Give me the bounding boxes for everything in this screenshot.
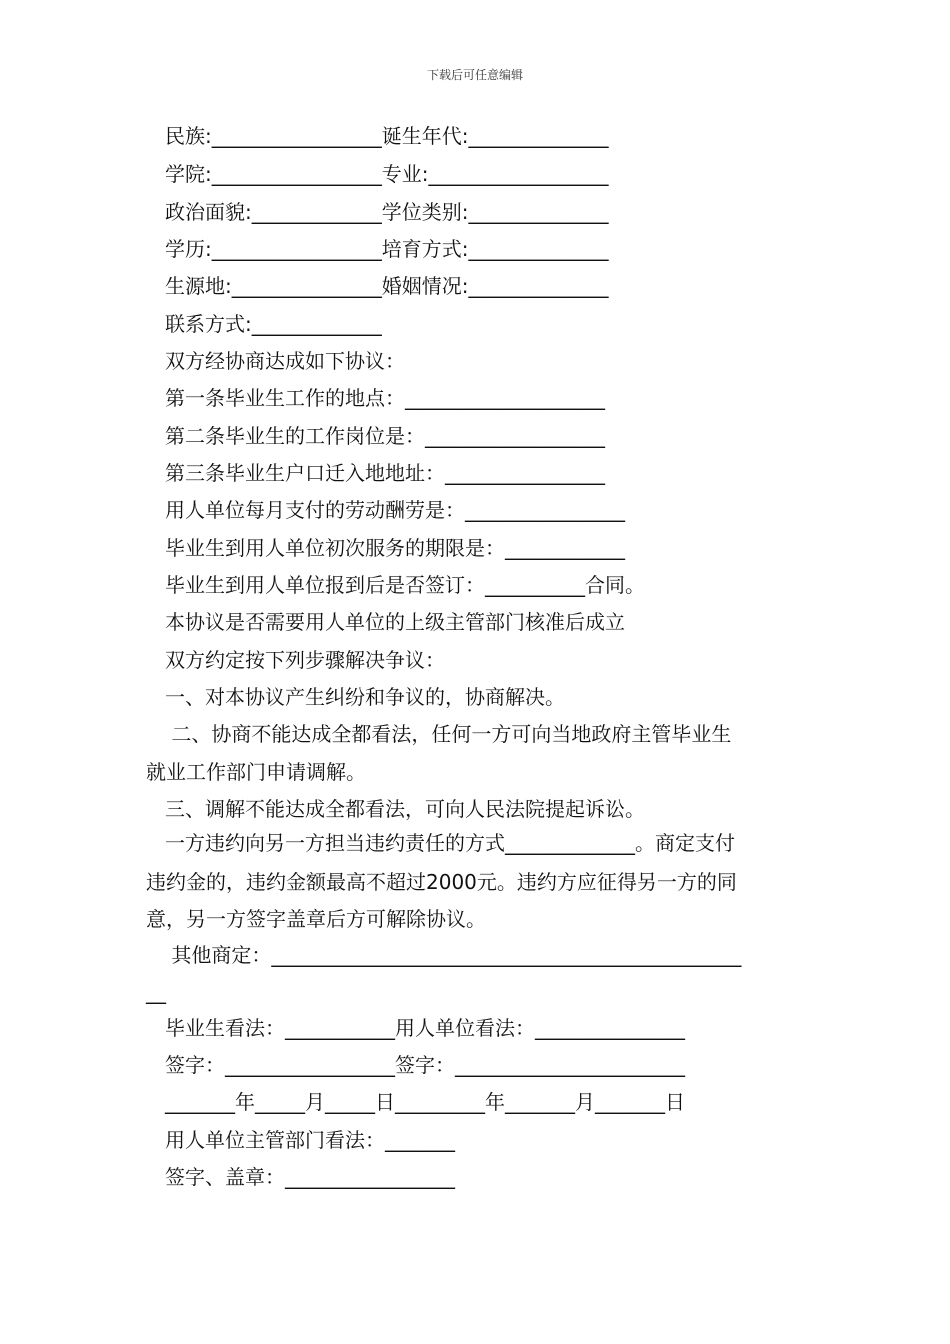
contract-question: 毕业生到用人单位报到后是否签订：__________合同。	[165, 573, 645, 597]
other-terms: 其他商定：_______________________________________________	[165, 943, 742, 967]
field-political-degree: 政治面貌:_____________学位类别:______________	[165, 200, 609, 224]
breach-clause: 一方违约向另一方担当违约责任的方式_____________。商定支付	[165, 831, 735, 855]
field-ethnicity-birth: 民族:_________________诞生年代:______________	[165, 124, 609, 148]
dispute-intro: 双方约定按下列步骤解决争议：	[165, 648, 445, 672]
approval-question: 本协议是否需要用人单位的上级主管部门核准后成立	[165, 610, 625, 634]
dispute-step-3: 三、调解不能达成全都看法，可向人民法院提起诉讼。	[165, 797, 645, 821]
article-2: 第二条毕业生的工作岗位是：__________________	[165, 424, 605, 448]
signature-seal: 签字、盖章：_________________	[165, 1165, 455, 1189]
dates-row: _______年_____月_____日_________年_______月_______日	[165, 1090, 685, 1114]
field-contact: 联系方式:_____________	[165, 312, 382, 336]
opinions-row: 毕业生看法：___________用人单位看法：_______________	[165, 1016, 685, 1040]
article-1: 第一条毕业生工作的地点：____________________	[165, 386, 605, 410]
signatures-row: 签字：_________________签字：_______________________	[165, 1053, 685, 1077]
agreement-intro: 双方经协商达成如下协议：	[165, 349, 405, 373]
dispute-step-2: 二、协商不能达成全都看法，任何一方可向当地政府主管毕业生	[165, 722, 732, 746]
monthly-pay: 用人单位每月支付的劳动酬劳是：________________	[165, 498, 625, 522]
breach-clause-cont-1: 违约金的，违约金额最高不超过2000元。违约方应征得另一方的同	[146, 870, 737, 894]
breach-clause-cont-2: 意，另一方签字盖章后方可解除协议。	[146, 907, 486, 931]
dispute-step-2-cont: 就业工作部门申请调解。	[146, 760, 366, 784]
other-terms-cont: __	[146, 980, 166, 1004]
supervisor-opinion: 用人单位主管部门看法：_______	[165, 1128, 455, 1152]
service-term: 毕业生到用人单位初次服务的期限是：____________	[165, 536, 625, 560]
field-origin-marital: 生源地:_______________婚姻情况:______________	[165, 274, 609, 298]
page-header: 下载后可任意编辑	[426, 68, 523, 82]
dispute-step-1: 一、对本协议产生纠纷和争议的，协商解决。	[165, 685, 565, 709]
article-3: 第三条毕业生户口迁入地地址：________________	[165, 461, 605, 485]
field-education-training: 学历:_________________培育方式:______________	[165, 237, 609, 261]
field-college-major: 学院:_________________专业:__________________	[165, 162, 609, 186]
